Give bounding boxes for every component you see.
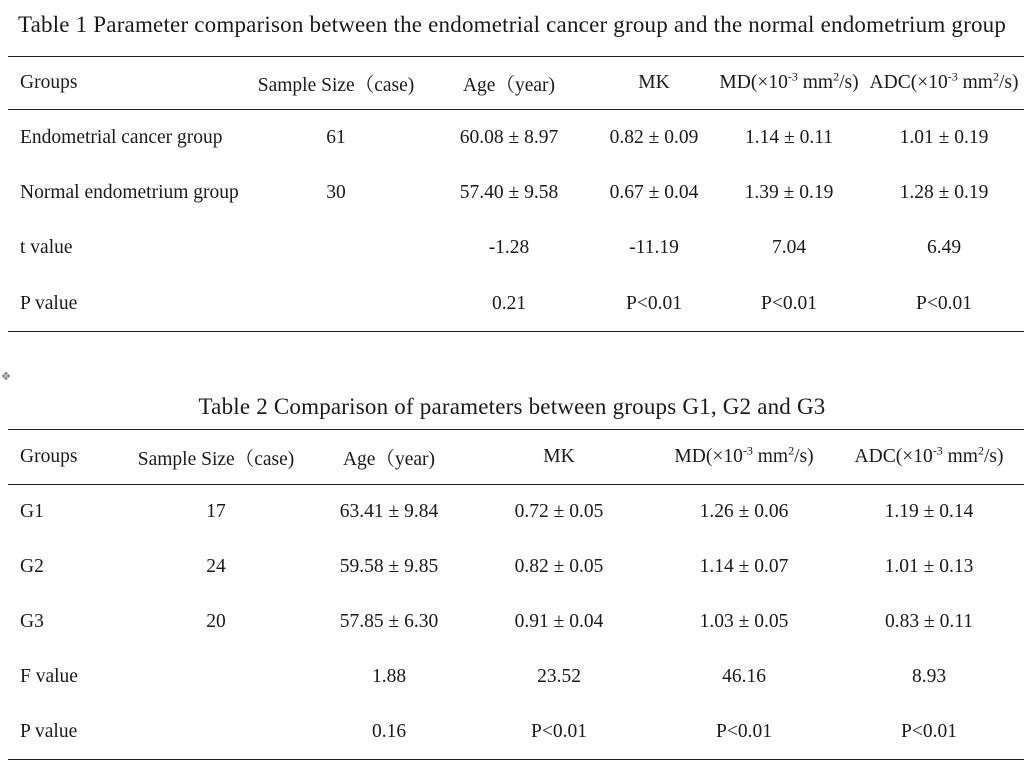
cell-adc: 8.93 xyxy=(911,666,947,687)
table2-caption: Table 2 Comparison of parameters between groups G1, G2 and G3 xyxy=(198,394,826,419)
cell-md: 1.14 ± 0.07 xyxy=(699,556,789,577)
header-mk: MK xyxy=(543,446,575,467)
header-adc: $ADC(\times 10^{-3}$ $mm^2/s$) xyxy=(854,443,1004,467)
cell-sample-size: 20 xyxy=(206,611,226,632)
cell-md: 1.39 ± 0.19 xyxy=(744,181,834,203)
cell-md: 1.14 ± 0.11 xyxy=(745,126,833,148)
table-move-handle-icon[interactable]: ✥ xyxy=(1,370,11,383)
table1-caption: Table 1 Parameter comparison between the endometrial cancer group and the normal endometrium group xyxy=(17,12,1007,37)
cell-sample-size: 17 xyxy=(206,501,226,523)
header-md: $MD(\times 10^{-3}$ $mm^2/s$) xyxy=(674,443,814,467)
table-row xyxy=(8,705,1024,760)
cell-sample-size xyxy=(248,276,424,332)
cell-age: 0.21 xyxy=(491,292,527,314)
cell-md: 1.26 ± 0.06 xyxy=(699,501,789,523)
header-adc: $ADC(\times 10^{-3}$ $mm^2/s$) xyxy=(869,69,1019,93)
cell-adc: P<0.01 xyxy=(901,720,957,742)
table2-header-row xyxy=(8,430,1024,485)
cell-age: 59.58 ± 9.85 xyxy=(339,556,439,577)
cell-group: P value xyxy=(20,292,78,314)
table-row xyxy=(8,276,1024,332)
header-age: Age（year) xyxy=(462,75,556,96)
cell-md: P<0.01 xyxy=(761,292,817,314)
header-mk: MK xyxy=(638,72,670,93)
cell-md: 46.16 xyxy=(722,666,766,687)
cell-md: 1.03 ± 0.05 xyxy=(699,611,789,632)
cell-mk: 0.82 ± 0.05 xyxy=(514,556,604,577)
cell-sample-size: 30 xyxy=(326,181,346,203)
header-groups: Groups xyxy=(20,446,78,467)
cell-mk: 0.72 ± 0.05 xyxy=(514,501,604,523)
cell-mk: 0.67 ± 0.04 xyxy=(609,181,699,203)
header-age: Age（year) xyxy=(342,449,436,470)
cell-age: 60.08 ± 8.97 xyxy=(459,126,559,148)
cell-mk: 0.82 ± 0.09 xyxy=(609,126,699,148)
cell-sample-size: 24 xyxy=(206,556,226,577)
cell-sample-size xyxy=(248,221,424,277)
cell-mk: P<0.01 xyxy=(626,292,682,314)
cell-age: 57.40 ± 9.58 xyxy=(459,181,559,203)
header-md: $MD(\times 10^{-3}$ $mm^2/s$) xyxy=(719,69,859,93)
cell-group: P value xyxy=(20,720,78,742)
cell-sample-size: 61 xyxy=(326,126,346,148)
table-row xyxy=(8,650,1024,705)
cell-mk: 23.52 xyxy=(537,666,581,687)
cell-adc: 1.01 ± 0.19 xyxy=(899,126,989,148)
cell-adc: 0.83 ± 0.11 xyxy=(885,611,973,632)
table1-header-row xyxy=(8,57,1024,110)
cell-age: 0.16 xyxy=(371,720,407,742)
table-row xyxy=(8,595,1024,650)
cell-sample-size xyxy=(118,705,314,760)
cell-age: 57.85 ± 6.30 xyxy=(339,611,439,632)
cell-group: Normal endometrium group xyxy=(20,181,239,203)
cell-adc: 1.19 ± 0.14 xyxy=(884,501,974,523)
cell-md: P<0.01 xyxy=(716,720,772,742)
cell-group: G1 xyxy=(20,501,44,523)
cell-age: -1.28 xyxy=(488,237,530,259)
cell-mk: P<0.01 xyxy=(531,720,587,742)
cell-age: 63.41 ± 9.84 xyxy=(339,501,439,523)
header-sample-size: Sample Size（case) xyxy=(257,75,415,96)
cell-sample-size xyxy=(118,650,314,705)
cell-adc: P<0.01 xyxy=(916,292,972,314)
table1 xyxy=(8,56,1024,332)
cell-mk: -11.19 xyxy=(629,237,679,259)
header-groups: Groups xyxy=(20,72,78,93)
table-row xyxy=(8,540,1024,595)
table-row xyxy=(8,221,1024,277)
cell-group: G3 xyxy=(20,611,44,632)
cell-md: 7.04 xyxy=(771,237,807,259)
table-row xyxy=(8,165,1024,221)
cell-group: Endometrial cancer group xyxy=(20,126,223,148)
table-row xyxy=(8,485,1024,540)
table-row xyxy=(8,110,1024,166)
cell-group: t value xyxy=(20,237,73,259)
cell-mk: 0.91 ± 0.04 xyxy=(514,611,604,632)
header-sample-size: Sample Size（case) xyxy=(137,449,295,470)
cell-age: 1.88 xyxy=(371,666,407,687)
cell-group: F value xyxy=(20,666,78,687)
cell-adc: 1.01 ± 0.13 xyxy=(884,556,974,577)
cell-group: G2 xyxy=(20,556,44,577)
cell-adc: 6.49 xyxy=(926,237,962,259)
cell-adc: 1.28 ± 0.19 xyxy=(899,181,989,203)
table2 xyxy=(8,429,1024,760)
